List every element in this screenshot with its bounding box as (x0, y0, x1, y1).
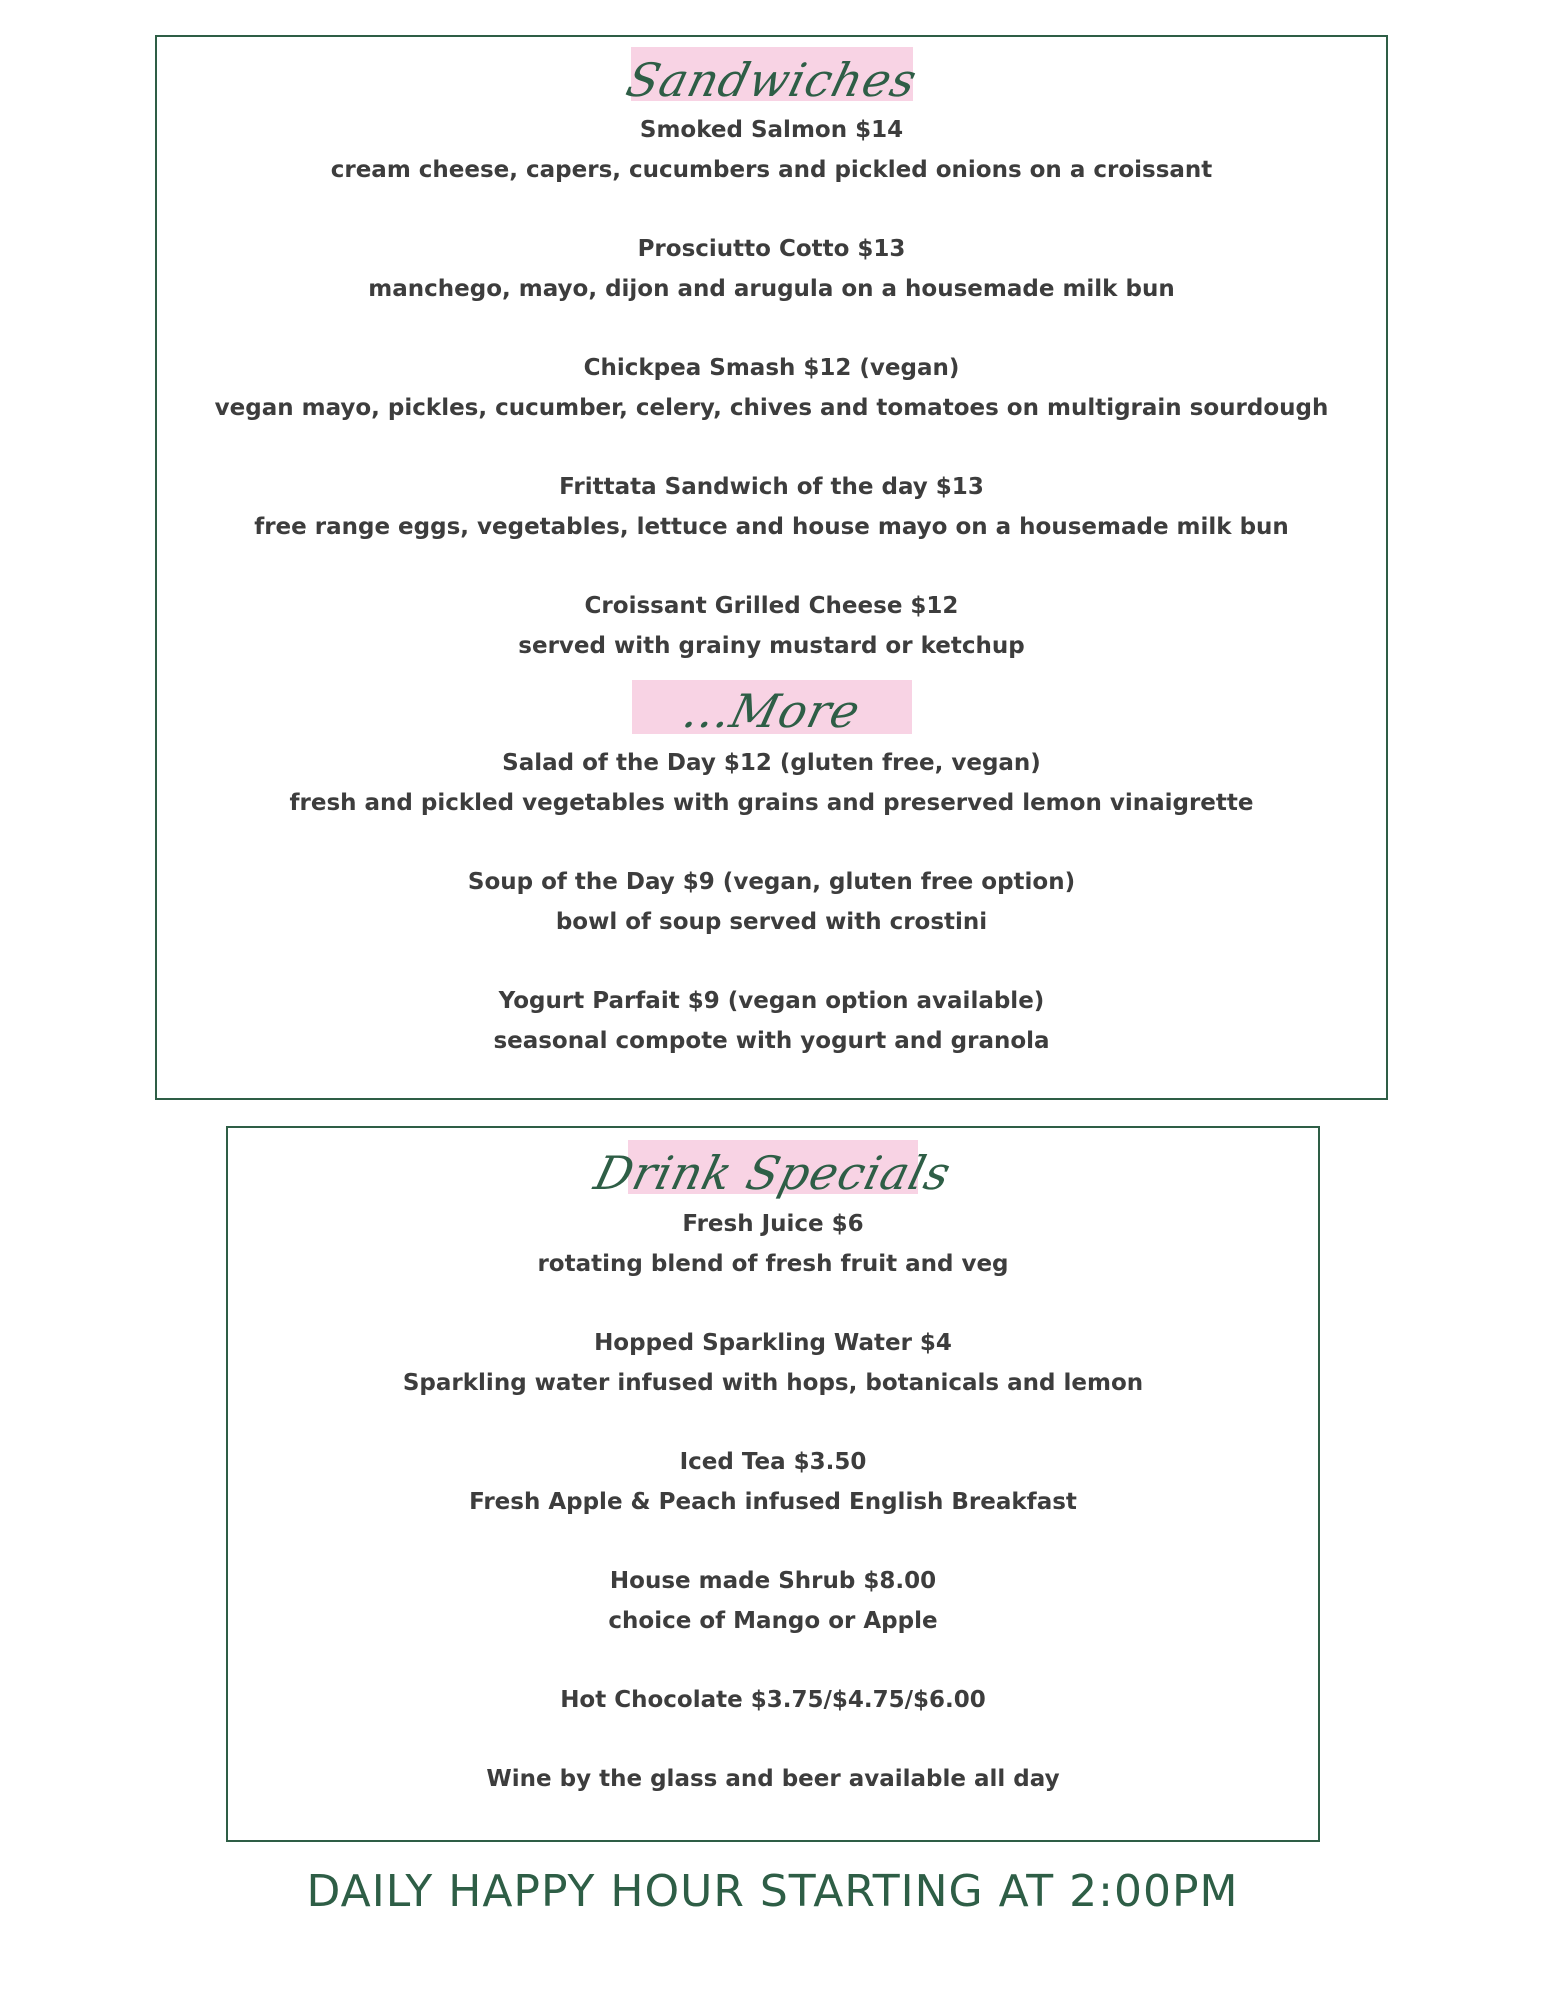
drinks-menu-box (226, 1126, 1320, 1842)
menu-item-name: Wine by the glass and beer available all day (486, 1766, 1060, 1792)
menu-item (157, 229, 1386, 309)
drinks-heading (228, 1140, 1318, 1198)
menu-item-name: Soup of the Day $9 (vegan, gluten free option) (467, 869, 1076, 895)
menu-item (157, 348, 1386, 428)
more-heading (157, 680, 1386, 738)
more-title: ...More (677, 684, 866, 738)
food-menu-box (155, 35, 1388, 1100)
menu-item (228, 1442, 1318, 1522)
menu-item (157, 586, 1386, 666)
menu-item (228, 1323, 1318, 1403)
menu-item-description: Sparkling water infused with hops, botanicals and lemon (402, 1370, 1144, 1396)
menu-item-description: manchego, mayo, dijon and arugula on a housemade milk bun (368, 276, 1175, 302)
menu-item (228, 1680, 1318, 1720)
menu-item-name: Hopped Sparkling Water $4 (594, 1330, 952, 1356)
menu-item-description: fresh and pickled vegetables with grains and preserved lemon vinaigrette (289, 790, 1254, 816)
menu-item-name: Fresh Juice $6 (682, 1211, 864, 1237)
menu-item-name: Prosciutto Cotto $13 (637, 236, 906, 262)
menu-item-name: Iced Tea $3.50 (679, 1449, 867, 1475)
menu-item-description: choice of Mango or Apple (608, 1608, 938, 1634)
menu-item-name: Croissant Grilled Cheese $12 (584, 593, 959, 619)
menu-item-description: vegan mayo, pickles, cucumber, celery, chives and tomatoes on multigrain sourdough (214, 395, 1329, 421)
menu-item (157, 110, 1386, 190)
sandwiches-list (157, 110, 1386, 705)
menu-item-description: free range eggs, vegetables, lettuce and house mayo on a housemade milk bun (254, 514, 1289, 540)
menu-item-description: cream cheese, capers, cucumbers and pickled onions on a croissant (330, 157, 1213, 183)
menu-item-description: rotating blend of fresh fruit and veg (537, 1251, 1009, 1277)
menu-item-name: Frittata Sandwich of the day $13 (559, 474, 984, 500)
menu-item-description: Fresh Apple & Peach infused English Breakfast (469, 1489, 1077, 1515)
menu-item (157, 981, 1386, 1061)
menu-item (157, 862, 1386, 942)
menu-item-description: bowl of soup served with crostini (555, 909, 988, 935)
menu-item (157, 467, 1386, 547)
menu-item-description: served with grainy mustard or ketchup (518, 633, 1025, 659)
menu-item-name: House made Shrub $8.00 (609, 1568, 937, 1594)
drinks-title: Drink Specials (589, 1146, 957, 1200)
happy-hour-banner: DAILY HAPPY HOUR STARTING AT 2:00PM (306, 1866, 1239, 1917)
menu-item (228, 1759, 1318, 1799)
menu-item-name: Salad of the Day $12 (gluten free, vegan) (502, 750, 1041, 776)
sandwiches-title: Sandwiches (620, 53, 923, 107)
menu-item (228, 1561, 1318, 1641)
menu-item-name: Yogurt Parfait $9 (vegan option available) (498, 988, 1045, 1014)
menu-item-description: seasonal compote with yogurt and granola (493, 1028, 1050, 1054)
menu-item-name: Chickpea Smash $12 (vegan) (583, 355, 960, 381)
menu-item-name: Smoked Salmon $14 (639, 117, 904, 143)
more-list (157, 743, 1386, 1100)
drinks-list (228, 1204, 1318, 1838)
menu-item (157, 743, 1386, 823)
menu-item (228, 1204, 1318, 1284)
sandwiches-heading (157, 47, 1386, 105)
menu-item-name: Hot Chocolate $3.75/$4.75/$6.00 (560, 1687, 986, 1713)
